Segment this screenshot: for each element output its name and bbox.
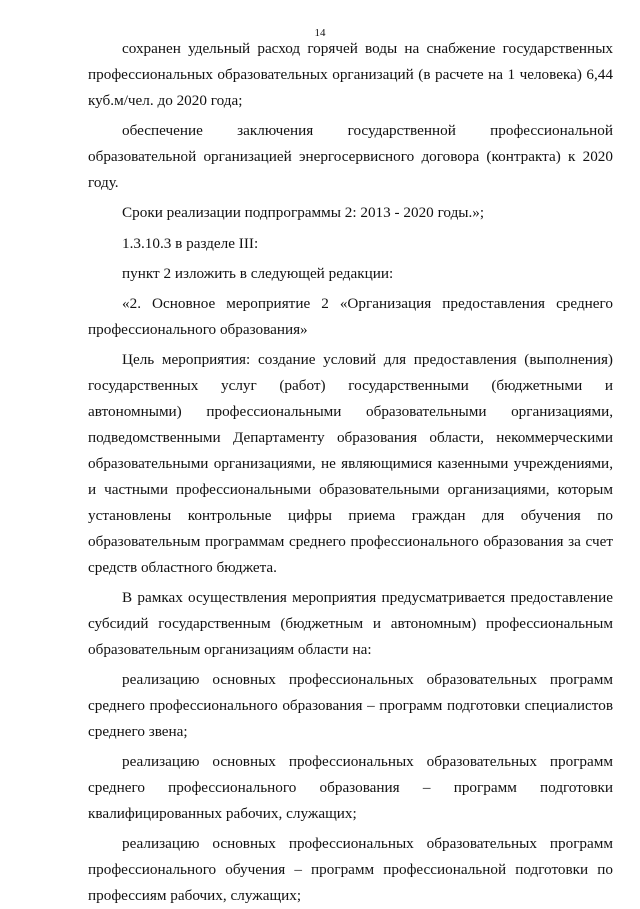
paragraph-amend-instruction: пункт 2 изложить в следующей редакции:: [122, 264, 394, 282]
paragraph-hot-water: сохранен удельный расход горячей воды на снабжение государственных профессиональных образовательных организаций (в расчете на 1 человека) 6,44 куб.м/чел. до 2020 года;: [88, 40, 613, 109]
list-item-vocational-training: реализацию основных профессиональных образовательных программ профессионального обучения – программ профессиональной подготовки по профессиям рабочих, служащих;: [88, 835, 613, 904]
list-item-mid-level-specialists: реализацию основных профессиональных образовательных программ среднего профессионального образования – программ подготовки специалистов среднего звена;: [88, 670, 613, 740]
paragraph-subsidies-intro: В рамках осуществления мероприятия предусматривается предоставление субсидий государственным (бюджетным и автономным) профессиональным образовательным организациям области на:: [88, 588, 613, 658]
paragraph-energy-contract: обеспечение заключения государственной профессиональной образовательной организацией энергосервисного договора (контракта) к 2020 году.: [88, 122, 613, 191]
document-body: [88, 36, 613, 909]
paragraph-activity-goal: Цель мероприятия: создание условий для предоставления (выполнения) государственных услуг (работ) государственными (бюджетными и автономными) профессиональными образовательными организациями, подведомственными Департаменту образования области, некоммерческими образовательными организациями, не являющимися казенными учреждениями, и частными профессиональными образовательными организациями, которым установлены контрольные цифры приема граждан для обучения по образовательным программам среднего профессионального образования за счет средств областного бюджета.: [88, 351, 613, 576]
page-number: 14: [314, 27, 326, 39]
paragraph-subprogram-term: Сроки реализации подпрограммы 2: 2013 - 2020 годы.»;: [122, 204, 485, 222]
paragraph-main-activity-heading: «2. Основное мероприятие 2 «Организация предоставления среднего профессионального образования»: [88, 295, 613, 339]
paragraph-section-ref: 1.3.10.3 в разделе III:: [122, 234, 259, 252]
list-item-skilled-workers: реализацию основных профессиональных образовательных программ среднего профессионального образования – программ подготовки квалифицированных рабочих, служащих;: [88, 753, 613, 822]
